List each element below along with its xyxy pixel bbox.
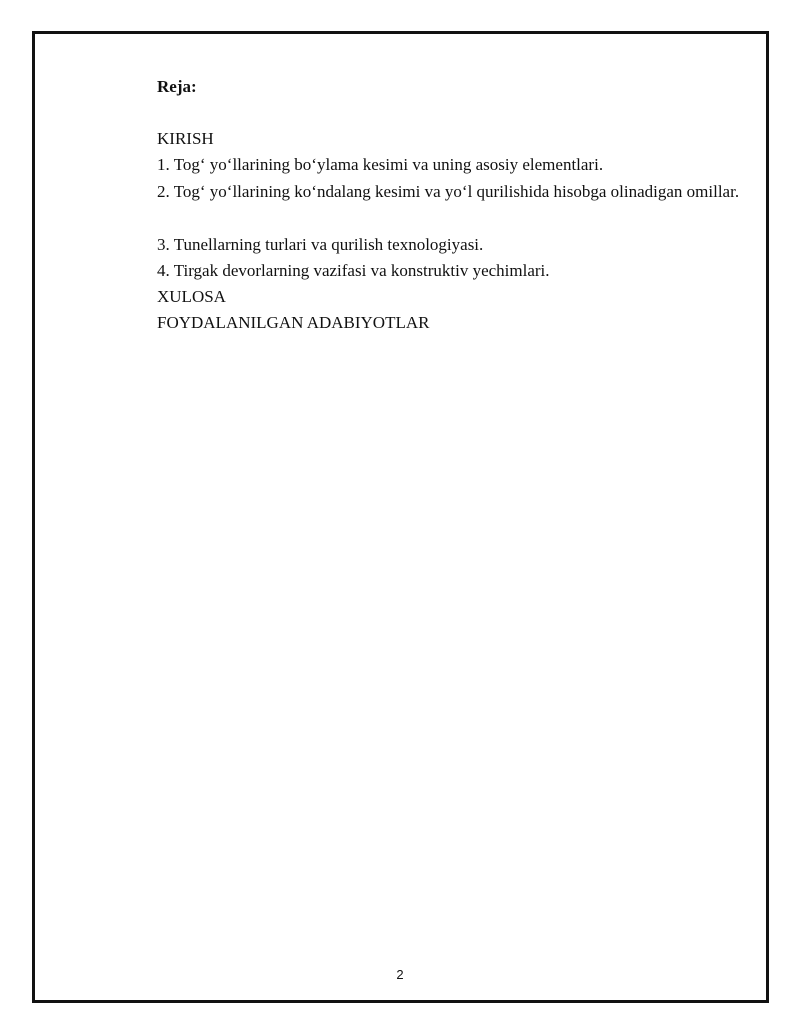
page-border <box>32 31 769 1003</box>
toc-item-conclusion: XULOSA <box>157 287 226 306</box>
toc-item-1: 1. Tog‘ yo‘llarining bo‘ylama kesimi va uning asosiy elementlari. <box>157 155 604 174</box>
page-number: 2 <box>396 967 404 982</box>
toc-item-references: FOYDALANILGAN ADABIYOTLAR <box>157 313 430 332</box>
plan-heading: Reja: <box>157 77 197 96</box>
toc-item-4: 4. Tirgak devorlarning vazifasi va konstruktiv yechimlari. <box>157 261 550 280</box>
toc-item-3: 3. Tunellarning turlari va qurilish texnologiyasi. <box>157 235 484 254</box>
toc-item-2: 2. Tog‘ yo‘llarining ko‘ndalang kesimi va yo‘l qurilishida hisobga olinadigan omillar. <box>157 182 740 201</box>
toc-item-introduction: KIRISH <box>157 129 214 148</box>
